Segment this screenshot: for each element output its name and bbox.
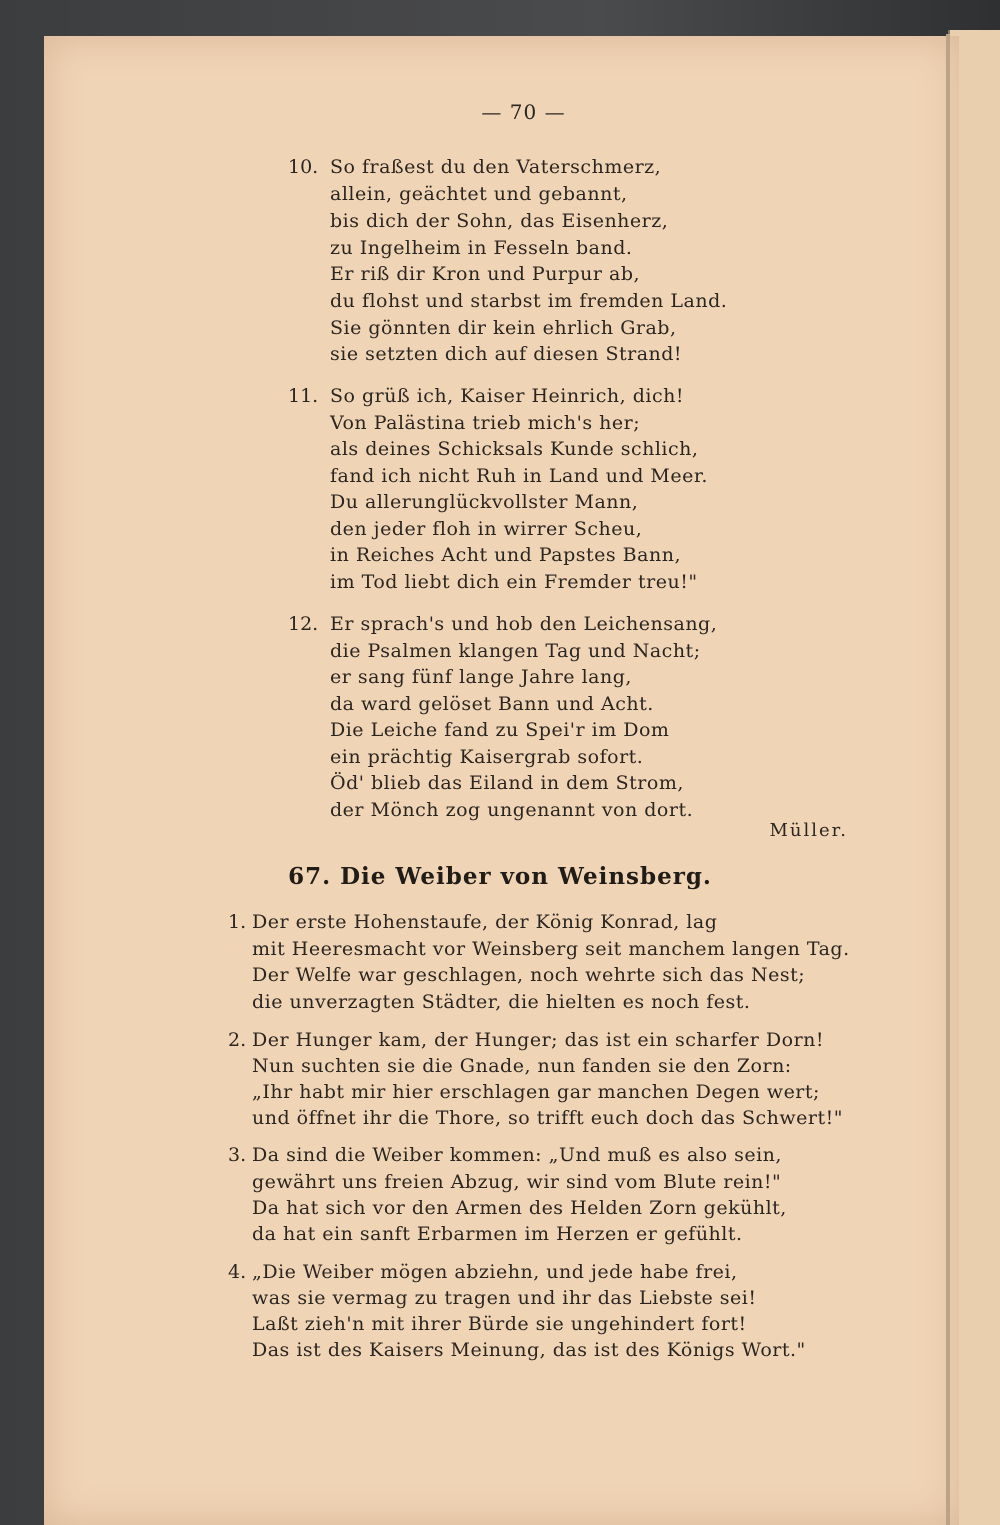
stanza-number: 2. xyxy=(228,1029,247,1051)
stanza-number: 3. xyxy=(228,1144,247,1166)
verse-line: Er sprach's und hob den Leichensang, xyxy=(330,613,718,635)
verse-line: was sie vermag zu tragen und ihr das Liebste sei! xyxy=(252,1287,757,1309)
verse-line: Du allerunglückvollster Mann, xyxy=(330,491,639,513)
verse-line: im Tod liebt dich ein Fremder treu!" xyxy=(330,571,698,593)
verse-line: fand ich nicht Ruh in Land und Meer. xyxy=(330,465,708,487)
verse-line: Der erste Hohenstaufe, der König Konrad, lag xyxy=(252,911,718,933)
verse-line: So fraßest du den Vaterschmerz, xyxy=(330,156,662,178)
poem-author: Müller. xyxy=(769,820,848,841)
page-number: — 70 — xyxy=(481,100,566,124)
verse-line: Da sind die Weiber kommen: „Und muß es also sein, xyxy=(252,1144,782,1166)
verse-line: der Mönch zog ungenannt von dort. xyxy=(330,799,694,821)
stanza-number: 10. xyxy=(288,156,319,178)
verse-line: „Die Weiber mögen abziehn, und jede habe frei, xyxy=(252,1261,738,1283)
poem-title: 67. Die Weiber von Weinsberg. xyxy=(288,863,712,890)
verse-line: „Ihr habt mir hier erschlagen gar manchen Degen wert; xyxy=(252,1081,820,1103)
verse-line: sie setzten dich auf diesen Strand! xyxy=(330,343,683,365)
verse-line: bis dich der Sohn, das Eisenherz, xyxy=(330,210,669,232)
verse-line: du flohst und starbst im fremden Land. xyxy=(330,290,728,312)
verse-line: da ward gelöset Bann und Acht. xyxy=(330,693,654,715)
verse-line: Von Palästina trieb mich's her; xyxy=(330,412,641,434)
verse-line: gewährt uns freien Abzug, wir sind vom Blute rein!" xyxy=(252,1171,782,1193)
stanza-number: 4. xyxy=(228,1261,247,1283)
verse-line: allein, geächtet und gebannt, xyxy=(330,183,628,205)
verse-line: er sang fünf lange Jahre lang, xyxy=(330,666,632,688)
verse-line: den jeder floh in wirrer Scheu, xyxy=(330,518,643,540)
verse-line: mit Heeresmacht vor Weinsberg seit manchem langen Tag. xyxy=(252,938,850,960)
stanza-number: 12. xyxy=(288,613,319,635)
stanza-number: 1. xyxy=(228,911,247,933)
verse-line: Öd' blieb das Eiland in dem Strom, xyxy=(330,772,684,794)
verse-line: in Reiches Acht und Papstes Bann, xyxy=(330,544,681,566)
verse-line: ein prächtig Kaisergrab sofort. xyxy=(330,746,644,768)
verse-line: Nun suchten sie die Gnade, nun fanden sie den Zorn: xyxy=(252,1055,792,1077)
verse-line: So grüß ich, Kaiser Heinrich, dich! xyxy=(330,385,684,407)
verse-line: Das ist des Kaisers Meinung, das ist des Königs Wort." xyxy=(252,1339,806,1361)
verse-line: und öffnet ihr die Thore, so trifft euch doch das Schwert!" xyxy=(252,1107,844,1129)
verse-line: Der Hunger kam, der Hunger; das ist ein scharfer Dorn! xyxy=(252,1029,825,1051)
stanza-number: 11. xyxy=(288,385,319,407)
verse-line: die unverzagten Städter, die hielten es noch fest. xyxy=(252,991,751,1013)
verse-line: Laßt zieh'n mit ihrer Bürde sie ungehindert fort! xyxy=(252,1313,747,1335)
verse-line: die Psalmen klangen Tag und Nacht; xyxy=(330,640,701,662)
verse-line: Sie gönnten dir kein ehrlich Grab, xyxy=(330,317,677,339)
verse-line: Da hat sich vor den Armen des Helden Zorn gekühlt, xyxy=(252,1197,787,1219)
verse-line: Er riß dir Kron und Purpur ab, xyxy=(330,263,641,285)
verse-line: zu Ingelheim in Fesseln band. xyxy=(330,237,633,259)
verse-line: da hat ein sanft Erbarmen im Herzen er gefühlt. xyxy=(252,1223,743,1245)
page-gutter xyxy=(946,34,950,1525)
verse-line: Die Leiche fand zu Spei'r im Dom xyxy=(330,719,670,741)
verse-line: Der Welfe war geschlagen, noch wehrte sich das Nest; xyxy=(252,964,806,986)
verse-line: als deines Schicksals Kunde schlich, xyxy=(330,438,699,460)
